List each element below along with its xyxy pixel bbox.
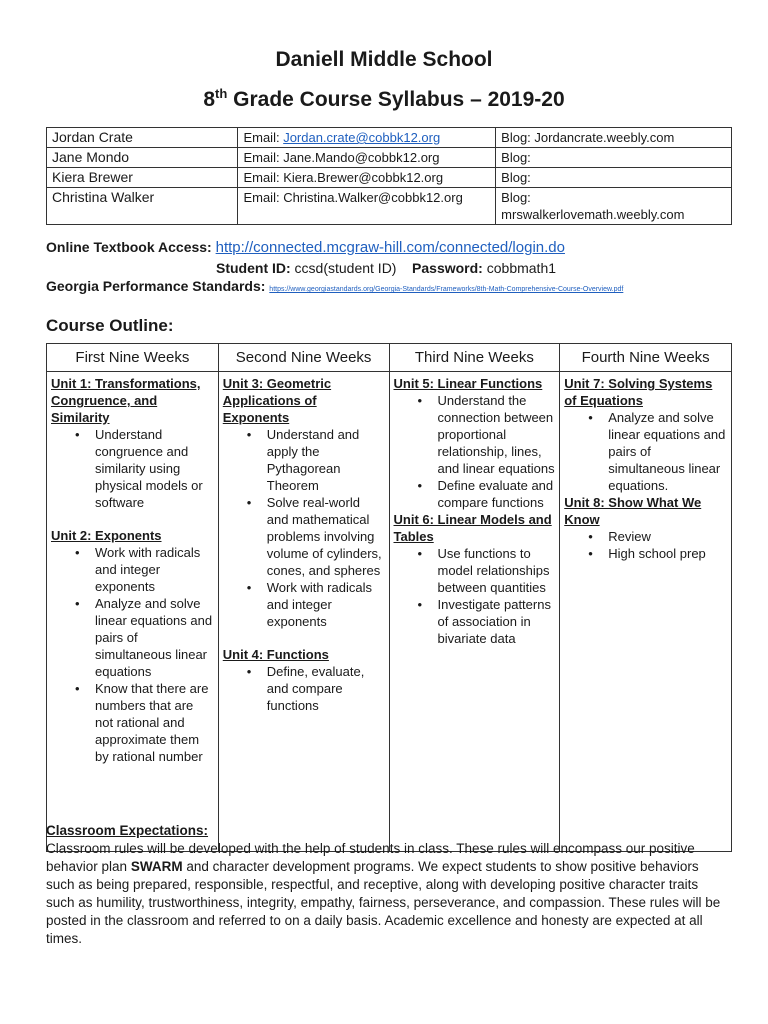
unit-title: Unit 1: Transformations, Congruence, and Similarity <box>51 376 201 425</box>
title-text: Grade Course Syllabus – 2019-20 <box>227 88 565 111</box>
unit-title: Unit 3: Geometric Applications of Exponents <box>222 376 332 425</box>
email-text: Jane.Mando@cobbk12.org <box>283 150 440 165</box>
unit-bullets <box>223 426 385 630</box>
outline-cell-first <box>47 372 219 852</box>
list-item: • Understand congruence and similarity using physical models or software <box>51 426 214 511</box>
textbook-link[interactable]: http://connected.mcgraw-hill.com/connected/login.do <box>215 239 565 256</box>
email-link[interactable]: Jordan.crate@cobbk12.org <box>283 130 441 145</box>
outline-cell-third <box>389 372 560 852</box>
email-text: Kiera.Brewer@cobbk12.org <box>283 170 444 185</box>
outline-cell-second <box>218 372 389 852</box>
teacher-name: Jordan Crate <box>47 128 238 148</box>
unit-bullets <box>564 528 727 562</box>
teacher-contact-table <box>46 127 732 225</box>
unit-bullets <box>51 426 214 511</box>
list-item: • Use functions to model relationships between quantities <box>394 545 556 596</box>
teacher-name: Kiera Brewer <box>47 168 238 188</box>
list-item: • Analyze and solve linear equations and pairs of simultaneous linear equations. <box>564 409 727 494</box>
list-item: • Work with radicals and integer exponents <box>223 579 385 630</box>
column-header: Second Nine Weeks <box>218 344 389 372</box>
unit-bullets <box>394 545 556 647</box>
student-id-value: ccsd(student ID) <box>294 260 397 276</box>
list-item: • Review <box>564 528 727 545</box>
unit-bullets <box>51 544 214 765</box>
column-header: Third Nine Weeks <box>389 344 560 372</box>
list-item: • Work with radicals and integer exponents <box>51 544 214 595</box>
list-item: • Investigate patterns of association in bivariate data <box>394 596 556 647</box>
list-item: • Understand the connection between proportional relationship, lines, and linear equations <box>394 392 556 477</box>
password-label: Password: <box>412 260 483 276</box>
list-item: • Analyze and solve linear equations and pairs of simultaneous linear equations <box>51 595 214 680</box>
teacher-email-cell <box>238 128 496 148</box>
table-row <box>47 372 732 852</box>
teacher-blog: Blog: Jordancrate.weebly.com <box>496 128 732 148</box>
textbook-access-line <box>46 239 565 256</box>
email-label: Email: <box>243 150 284 165</box>
unit-title: Unit 8: Show What We Know <box>564 495 702 527</box>
email-label: Email: <box>243 170 284 185</box>
table-row <box>47 168 732 188</box>
column-header: Fourth Nine Weeks <box>560 344 732 372</box>
textbook-label: Online Textbook Access: <box>46 239 212 255</box>
column-header: First Nine Weeks <box>47 344 219 372</box>
teacher-email-cell <box>238 188 496 225</box>
teacher-name: Jane Mondo <box>47 148 238 168</box>
student-login-line <box>216 260 556 276</box>
teacher-blog: Blog: <box>501 190 531 205</box>
email-text: Christina.Walker@cobbk12.org <box>283 190 463 205</box>
teacher-name: Christina Walker <box>47 188 238 225</box>
unit-title: Unit 7: Solving Systems of Equations <box>564 376 713 408</box>
table-header-row <box>47 344 732 372</box>
grade-number: 8 <box>203 88 216 111</box>
teacher-blog-url: mrswalkerlovemath.weebly.com <box>501 207 685 222</box>
outline-cell-fourth <box>560 372 732 852</box>
password-value: cobbmath1 <box>486 260 557 276</box>
teacher-email-cell <box>238 148 496 168</box>
teacher-blog: Blog: <box>496 168 732 188</box>
standards-line <box>46 278 623 294</box>
teacher-email-cell <box>238 168 496 188</box>
unit-bullets <box>223 663 385 714</box>
table-row <box>47 188 732 225</box>
grade-superscript: th <box>215 86 228 101</box>
syllabus-title <box>0 88 768 112</box>
standards-label: Georgia Performance Standards: <box>46 278 266 294</box>
email-label: Email: <box>243 190 284 205</box>
teacher-blog-cell <box>496 188 732 225</box>
list-item: • Define evaluate and compare functions <box>394 477 556 511</box>
table-row <box>47 128 732 148</box>
unit-bullets <box>394 392 556 511</box>
unit-title: Unit 5: Linear Functions <box>393 376 543 391</box>
email-label: Email: <box>243 130 284 145</box>
teacher-blog: Blog: <box>496 148 732 168</box>
list-item: • Understand and apply the Pythagorean Theorem <box>223 426 385 494</box>
student-id-label: Student ID: <box>216 260 291 276</box>
list-item: • Solve real-world and mathematical problems involving volume of cylinders, cones, and spheres <box>223 494 385 579</box>
unit-title: Unit 6: Linear Models and Tables <box>393 512 552 544</box>
list-item: • High school prep <box>564 545 727 562</box>
unit-bullets <box>564 409 727 494</box>
course-outline-heading: Course Outline: <box>46 316 174 335</box>
table-row <box>47 148 732 168</box>
classroom-expectations <box>46 822 726 948</box>
standards-link[interactable]: https://www.georgiastandards.org/Georgia-Standards/Frameworks/8th-Math-Comprehensive-Course-Overview.pdf <box>269 286 624 293</box>
school-name: Daniell Middle School <box>275 48 493 71</box>
expectations-text: Classroom rules will be developed with the help of students in class. These rules will encompass our positive behavior plan <box>46 841 695 874</box>
course-outline-table <box>46 343 732 852</box>
expectations-text-rest: and character development programs. We expect students to show positive behaviors such as being prepared, responsible, respectful, and receptive, along with developing positive character traits such as humility, trustworthiness, integrity, empathy, fairness, perseverance, and compassion. These rules will be posted in the classroom and referred to on a daily basis. Academic excellence and honesty are expected at all times. <box>46 859 721 946</box>
expectations-heading: Classroom Expectations: <box>46 823 209 838</box>
unit-title: Unit 2: Exponents <box>51 528 162 543</box>
expectations-bold: SWARM <box>130 859 183 874</box>
unit-title: Unit 4: Functions <box>222 647 329 662</box>
list-item: • Define, evaluate, and compare functions <box>223 663 385 714</box>
list-item: • Know that there are numbers that are not rational and approximate them by rational number <box>51 680 214 765</box>
